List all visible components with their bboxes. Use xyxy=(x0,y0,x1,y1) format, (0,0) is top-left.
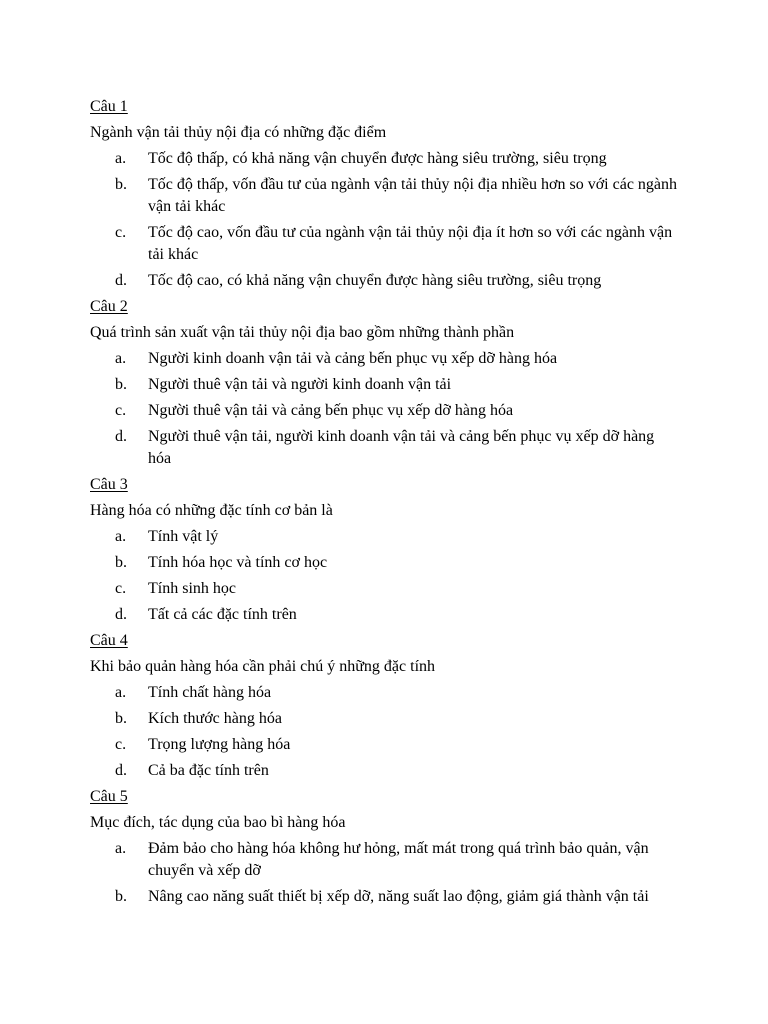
option-letter: b. xyxy=(115,176,127,193)
option-letter: c. xyxy=(115,224,127,241)
option-item xyxy=(90,424,678,472)
option-item xyxy=(90,884,678,910)
option-letter: a. xyxy=(115,528,127,545)
question-4 xyxy=(90,628,678,784)
question-text: Ngành vận tải thủy nội địa có những đặc điểm xyxy=(90,124,387,141)
option-item xyxy=(90,836,678,884)
option-letter: c. xyxy=(115,736,127,753)
option-letter: a. xyxy=(115,840,127,857)
option-list xyxy=(90,524,678,628)
option-text: Nâng cao năng suất thiết bị xếp dỡ, năng suất lao động, giảm giá thành vận tải xyxy=(148,888,649,905)
question-text: Mục đích, tác dụng của bao bì hàng hóa xyxy=(90,814,346,831)
question-text: Hàng hóa có những đặc tính cơ bản là xyxy=(90,502,333,519)
option-text: Người thuê vận tải, người kinh doanh vận tải và cảng bến phục vụ xếp dỡ hàng hóa xyxy=(148,428,655,467)
option-text: Đảm bảo cho hàng hóa không hư hỏng, mất mát trong quá trình bảo quản, vận chuyển và xếp dỡ xyxy=(148,840,649,879)
option-item xyxy=(90,524,678,550)
option-text: Cả ba đặc tính trên xyxy=(148,762,269,779)
option-letter: d. xyxy=(115,606,127,623)
question-2 xyxy=(90,294,678,472)
option-text: Tất cả các đặc tính trên xyxy=(148,606,297,623)
option-text: Tính chất hàng hóa xyxy=(148,684,272,701)
option-list xyxy=(90,346,678,472)
option-item xyxy=(90,706,678,732)
option-text: Tốc độ thấp, có khả năng vận chuyển được hàng siêu trường, siêu trọng xyxy=(148,150,607,167)
option-item xyxy=(90,550,678,576)
option-text: Người thuê vận tải và người kinh doanh vận tải xyxy=(148,376,452,393)
option-letter: a. xyxy=(115,684,127,701)
option-text: Tốc độ cao, vốn đầu tư của ngành vận tải thủy nội địa ít hơn so với các ngành vận tải khác xyxy=(148,224,673,263)
option-letter: b. xyxy=(115,376,127,393)
option-list xyxy=(90,680,678,784)
question-heading: Câu 1 xyxy=(90,98,128,115)
question-1 xyxy=(90,94,678,294)
option-letter: b. xyxy=(115,554,127,571)
option-text: Tốc độ cao, có khả năng vận chuyển được hàng siêu trường, siêu trọng xyxy=(148,272,602,289)
option-letter: a. xyxy=(115,150,127,167)
option-item xyxy=(90,268,678,294)
option-letter: a. xyxy=(115,350,127,367)
option-item xyxy=(90,602,678,628)
option-item xyxy=(90,220,678,268)
option-item xyxy=(90,346,678,372)
option-item xyxy=(90,758,678,784)
option-list xyxy=(90,836,678,910)
option-letter: d. xyxy=(115,762,127,779)
option-item xyxy=(90,398,678,424)
option-text: Người kinh doanh vận tải và cảng bến phục vụ xếp dỡ hàng hóa xyxy=(148,350,558,367)
question-3 xyxy=(90,472,678,628)
option-text: Người thuê vận tải và cảng bến phục vụ xếp dỡ hàng hóa xyxy=(148,402,514,419)
option-text: Tính vật lý xyxy=(148,528,219,545)
option-item xyxy=(90,732,678,758)
option-text: Tính sinh học xyxy=(148,580,236,597)
option-item xyxy=(90,576,678,602)
question-heading: Câu 3 xyxy=(90,476,128,493)
question-heading: Câu 5 xyxy=(90,788,128,805)
option-letter: c. xyxy=(115,580,127,597)
option-letter: c. xyxy=(115,402,127,419)
option-text: Tính hóa học và tính cơ học xyxy=(148,554,328,571)
question-heading: Câu 4 xyxy=(90,632,128,649)
option-letter: d. xyxy=(115,428,127,445)
option-letter: d. xyxy=(115,272,127,289)
option-text: Tốc độ thấp, vốn đầu tư của ngành vận tải thủy nội địa nhiều hơn so với các ngành vận tải khác xyxy=(148,176,678,215)
question-5 xyxy=(90,784,678,910)
option-text: Trọng lượng hàng hóa xyxy=(148,736,291,753)
option-letter: b. xyxy=(115,710,127,727)
option-item xyxy=(90,146,678,172)
option-item xyxy=(90,680,678,706)
option-letter: b. xyxy=(115,888,127,905)
option-item xyxy=(90,172,678,220)
question-text: Quá trình sản xuất vận tải thủy nội địa bao gồm những thành phần xyxy=(90,324,515,341)
option-text: Kích thước hàng hóa xyxy=(148,710,282,727)
option-item xyxy=(90,372,678,398)
option-list xyxy=(90,146,678,294)
question-text: Khi bảo quản hàng hóa cần phải chú ý những đặc tính xyxy=(90,658,436,675)
question-heading: Câu 2 xyxy=(90,298,128,315)
